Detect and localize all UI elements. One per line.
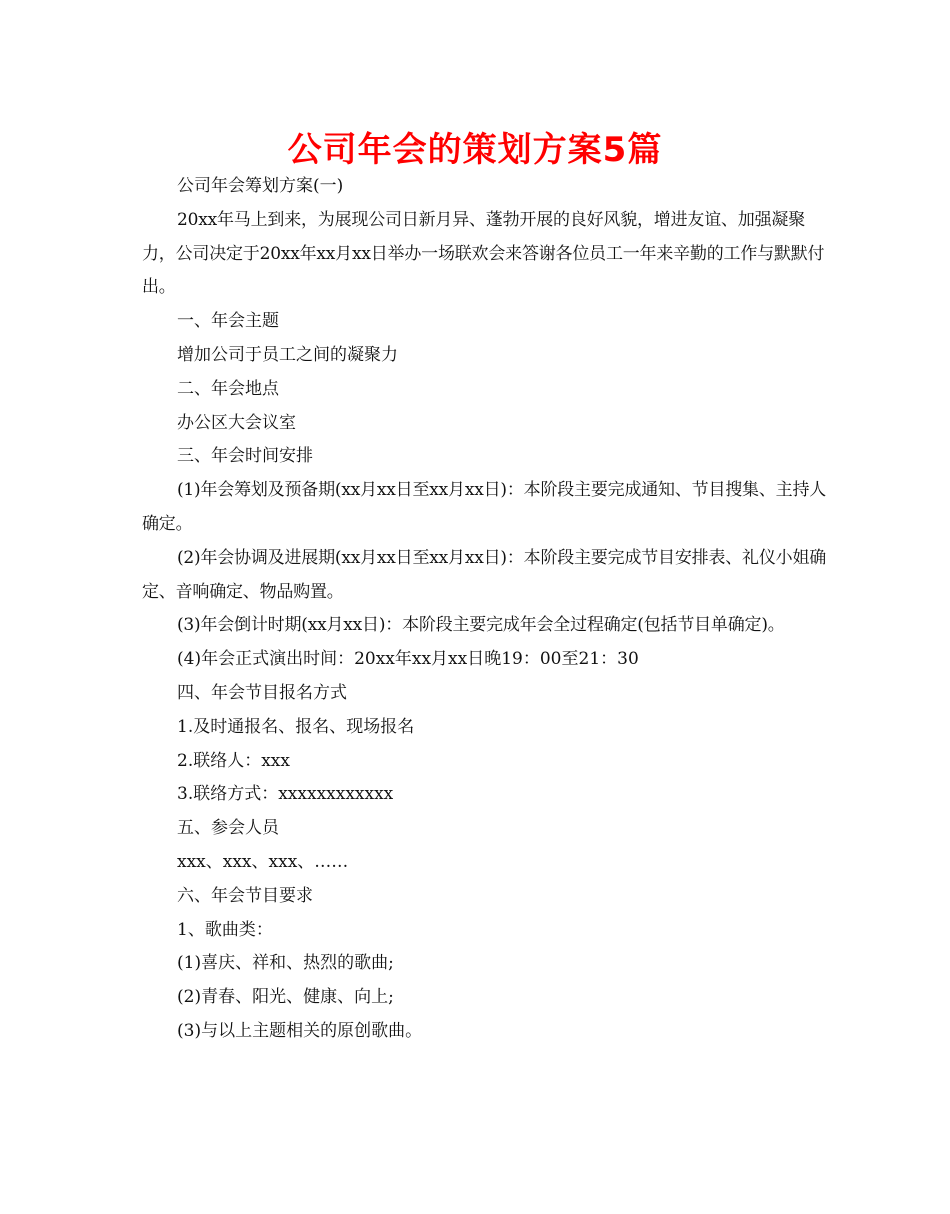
document-title: 公司年会的策划方案5篇 bbox=[287, 130, 663, 170]
section-heading-schedule: 三、年会时间安排 bbox=[177, 446, 313, 467]
registration-item-3: 3.联络方式：xxxxxxxxxxxx bbox=[177, 784, 394, 805]
schedule-item-4: (4)年会正式演出时间：20xx年xx月xx日晚19：00至21：30 bbox=[177, 649, 639, 670]
section-heading-plan-one: 公司年会筹划方案(一) bbox=[177, 176, 344, 196]
registration-item-2: 2.联络人：xxx bbox=[177, 750, 290, 771]
document-body bbox=[142, 170, 832, 1049]
theme-text: 增加公司于员工之间的凝聚力 bbox=[177, 344, 398, 365]
song-requirement-1: (1)喜庆、祥和、热烈的歌曲; bbox=[177, 953, 394, 974]
section-heading-attendees: 五、参会人员 bbox=[177, 818, 279, 839]
song-requirement-3: (3)与以上主题相关的原创歌曲。 bbox=[177, 1020, 423, 1041]
section-heading-registration: 四、年会节目报名方式 bbox=[177, 682, 347, 703]
schedule-item-2: (2)年会协调及进展期(xx月xx日至xx月xx日)：本阶段主要完成节目安排表、礼仪小姐确定、音响确定、物品购置。 bbox=[142, 547, 827, 602]
section-heading-venue: 二、年会地点 bbox=[177, 378, 279, 399]
requirement-category-songs: 1、歌曲类： bbox=[177, 919, 273, 940]
song-requirement-2: (2)青春、阳光、健康、向上; bbox=[177, 987, 394, 1008]
schedule-item-1: (1)年会筹划及预备期(xx月xx日至xx月xx日)：本阶段主要完成通知、节目搜集、主持人确定。 bbox=[142, 480, 827, 534]
intro-paragraph: 20xx年马上到来，为展现公司日新月异、蓬勃开展的良好风貌，增进友谊、加强凝聚力，公司决定于20xx年xx月xx日举办一场联欢会来答谢各位员工一年来辛勤的工作与默默付出。 bbox=[142, 209, 825, 298]
section-heading-program-requirements: 六、年会节目要求 bbox=[177, 885, 313, 906]
section-heading-theme: 一、年会主题 bbox=[177, 311, 279, 332]
schedule-item-3: (3)年会倒计时期(xx月xx日)：本阶段主要完成年会全过程确定(包括节目单确定)。 bbox=[177, 615, 785, 636]
registration-item-1: 1.及时通报名、报名、现场报名 bbox=[177, 716, 415, 737]
venue-text: 办公区大会议室 bbox=[177, 412, 296, 433]
attendees-text: xxx、xxx、xxx、…… bbox=[177, 851, 349, 872]
